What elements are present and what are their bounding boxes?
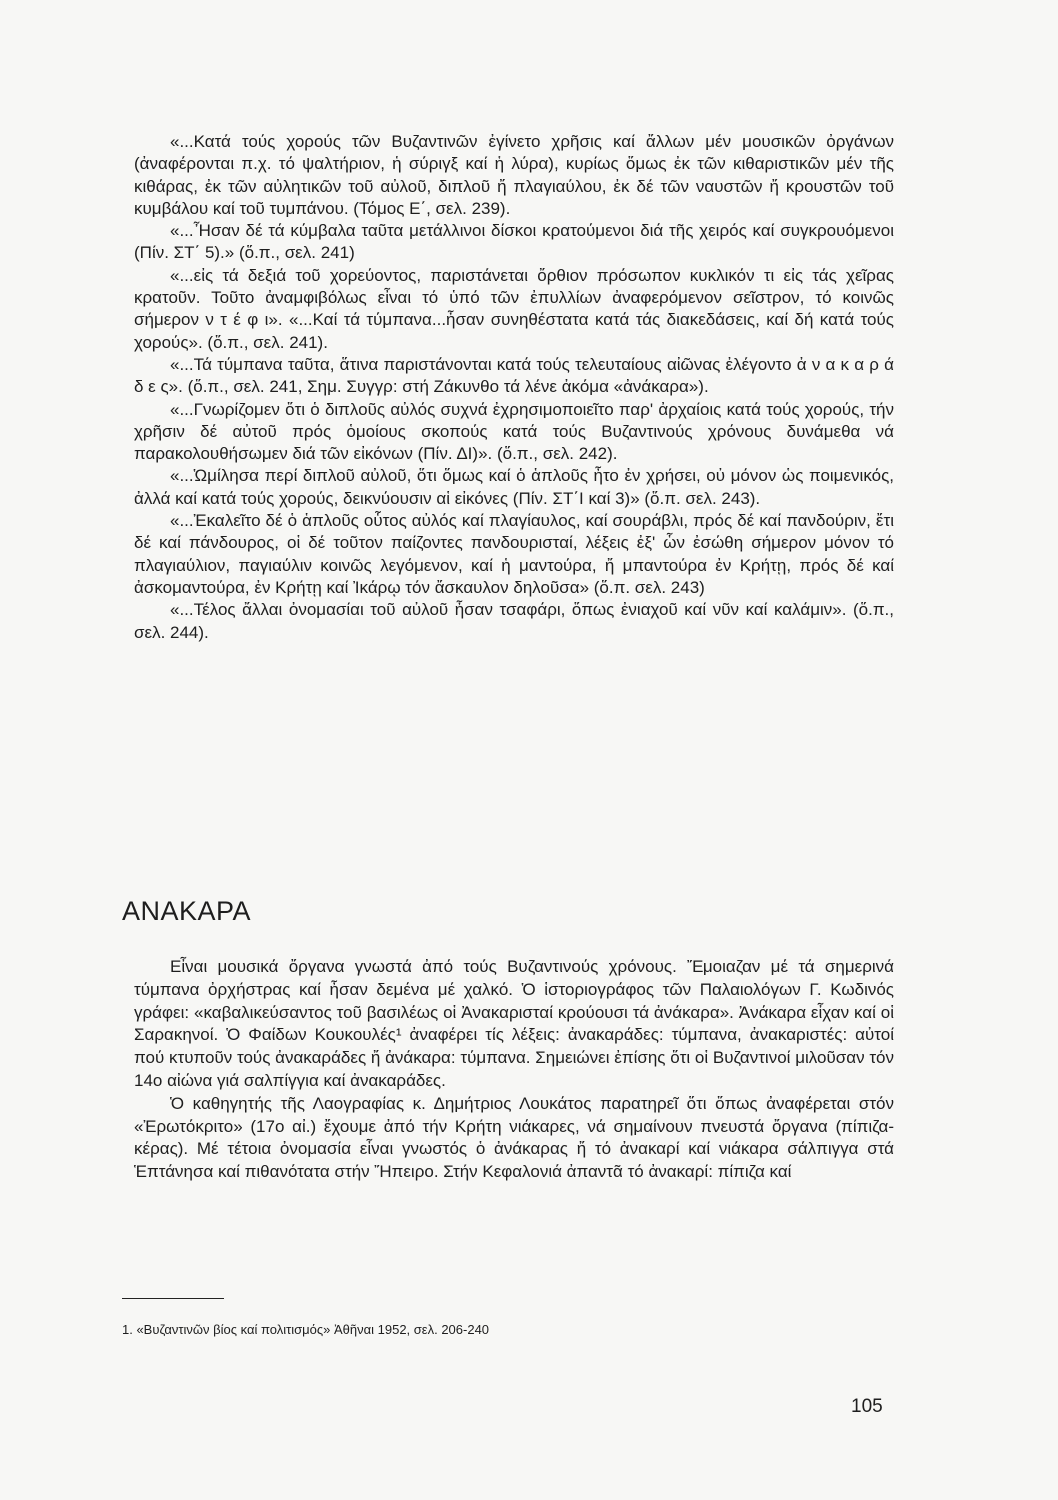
footnote: 1. «Βυζαντινῶν βίος καί πολιτισμός» Ἀθῆναι 1952, σελ. 206-240 <box>122 1322 490 1337</box>
paragraph: «...Ἦσαν δέ τά κύμβαλα ταῦτα μετάλλινοι δίσκοι κρατούμενοι διά τῆς χειρός καί συγκρουόμενοι (Πίν. ΣΤ΄ 5).» (ὅ.π., σελ. 241) <box>134 221 894 263</box>
body-paragraph: Ὁ καθηγητής τῆς Λαογραφίας κ. Δημήτριος Λουκάτος παρατηρεῖ ὅτι ὅπως ἀναφέρεται στόν «Ἐρωτόκριτο» (17ο αἰ.) ἔχουμε ἀπό τήν Κρήτη νιάκαρες, νά σημαίνουν πνευστά ὄργανα (πίπιζα-κέρας). Μέ τέτοια ὀνομασία εἶναι γνωστός ὁ ἀνάκαρας ἤ τό ἀνακαρί καί νιάκαρα σάλπιγγα στά Ἑπτάνησα καί πιθανότατα στήν Ἤπειρο. Στήν Κεφαλονιά ἀπαντᾶ τό ἀνακαρί: πίπιζα καί <box>134 1093 894 1182</box>
paragraph: «...Τέλος ἄλλαι ὀνομασίαι τοῦ αὐλοῦ ἦσαν τσαφάρι, ὅπως ἐνιαχοῦ καί νῦν καί καλάμιν». (ὅ.π., σελ. 244). <box>134 600 894 642</box>
body-paragraph: Εἶναι μουσικά ὄργανα γνωστά ἀπό τούς Βυζαντινούς χρόνους. Ἔμοιαζαν μέ τά σημερινά τύμπανα ὀρχήστρας καί ἦσαν δεμένα μέ χαλκό. Ὁ ἱστοριογράφος τῶν Παλαιολόγων Γ. Κωδινός γράφει: «καβαλικεύσαντος τοῦ βασιλέως οἱ Ἀνακαρισταί κρούουσι τά ἀνάκαρα». Ἀνάκαρα εἶχαν καί οἱ Σαρακηνοί. Ὁ Φαίδων Κουκουλές¹ ἀναφέρει τίς λέξεις: ἀνακαράδες: τύμπανα, ἀνακαριστές: αὐτοί πού κτυποῦν τούς ἀνακαράδες ἤ ἀνάκαρα: τύμπανα. Σημειώνει ἐπίσης ὅτι οἱ Βυζαντινοί μιλοῦσαν τόν 14ο αἰώνα γιά σαλπίγγια καί ἀνακαράδες. <box>134 957 894 1090</box>
footnote-divider <box>122 1298 224 1299</box>
paragraph: «...Ὡμίλησα περί διπλοῦ αὐλοῦ, ὅτι ὅμως καί ὁ ἁπλοῦς ἦτο ἐν χρήσει, οὐ μόνον ὡς ποιμενικός, ἀλλά καί κατά τούς χορούς, δεικνύουσιν αἱ εἰκόνες (Πίν. ΣΤ΄Ι καί 3)» (ὅ.π. σελ. 243). <box>134 466 894 508</box>
page-number: 105 <box>851 1396 883 1417</box>
paragraph: «...Τά τύμπανα ταῦτα, ἅτινα παριστάνονται κατά τούς τελευταίους αἰῶνας ἐλέγοντο ἀ ν α κ α ρ ά δ ε ς». (ὅ.π., σελ. 241, Σημ. Συγγρ: στή Ζάκυνθο τά λένε ἀκόμα «ἀνάκαρα»). <box>134 354 894 397</box>
paragraph: «...Ἐκαλεῖτο δέ ὁ ἁπλοῦς οὗτος αὐλός καί πλαγίαυλος, καί σουράβλι, πρός δέ καί πανδούριν, ἔτι δέ καί πάνδουρος, οἱ δέ τοῦτον παίζοντες πανδουρισταί, λέξεις ἐξ' ὧν ἐσώθη σήμερον μόνον τό πλαγιαύλιον, παγιαύλιν κοινῶς λεγόμενον, καί ἡ μαντούρα, ἤ μπαντούρα ἐν Κρήτῃ, πρός δέ καί ἀσκομαντούρα, ἐν Κρήτῃ καί Ἰκάρῳ τόν ἄσκαυλον δηλοῦσα» (ὅ.π. σελ. 243) <box>134 511 894 597</box>
paragraph: «...εἰς τά δεξιά τοῦ χορεύοντος, παριστάνεται ὄρθιον πρόσωπον κυκλικόν τι εἰς τάς χεῖρας κρατοῦν. Τοῦτο ἀναμφιβόλως εἶναι τό ὑπό τῶν ἐπυλλίων ἀναφερόμενον σεῖστρον, τό κοινῶς σήμερον ν τ έ φ ι». «...Καί τά τύμπανα...ἦσαν συνηθέστατα κατά τάς διακεδάσεις, καί δή κατά τούς χορούς». (ὅ.π., σελ. 241). <box>134 265 894 352</box>
paragraph: «...Κατά τούς χορούς τῶν Βυζαντινῶν ἐγίνετο χρῆσις καί ἄλλων μέν μουσικῶν ὀργάνων (ἀναφέρονται π.χ. τό ψαλτήριον, ἡ σύριγξ καί ἡ λύρα), κυρίως ὅμως ἐκ τῶν κιθαριστικῶν μέν τῆς κιθάρας, ἐκ τῶν αὐλητικῶν τοῦ αὐλοῦ, διπλοῦ ἤ πλαγιαύλου, ἐκ δέ τῶν ναυστῶν ἤ κρουστῶν τοῦ κυμβάλου καί τοῦ τυμπάνου. (Τόμος Ε΄, σελ. 239). <box>134 132 894 218</box>
paragraph: «...Γνωρίζομεν ὅτι ὁ διπλοῦς αὐλός συχνά ἐχρησιμοποιεῖτο παρ' ἀρχαίοις κατά τούς χορούς, τήν χρῆσιν δέ αὐτοῦ πρός ὁμοίους σκοπούς κατά τούς Βυζαντινούς χρόνους δυνάμεθα νά παρακολουθήσωμεν διά τῶν εἰκόνων (Πίν. ΔΙ)». (ὅ.π., σελ. 242). <box>134 399 894 464</box>
quotations-block <box>134 131 894 644</box>
section-body <box>134 956 894 1184</box>
section-heading: ΑΝΑΚΑΡΑ <box>122 896 252 926</box>
